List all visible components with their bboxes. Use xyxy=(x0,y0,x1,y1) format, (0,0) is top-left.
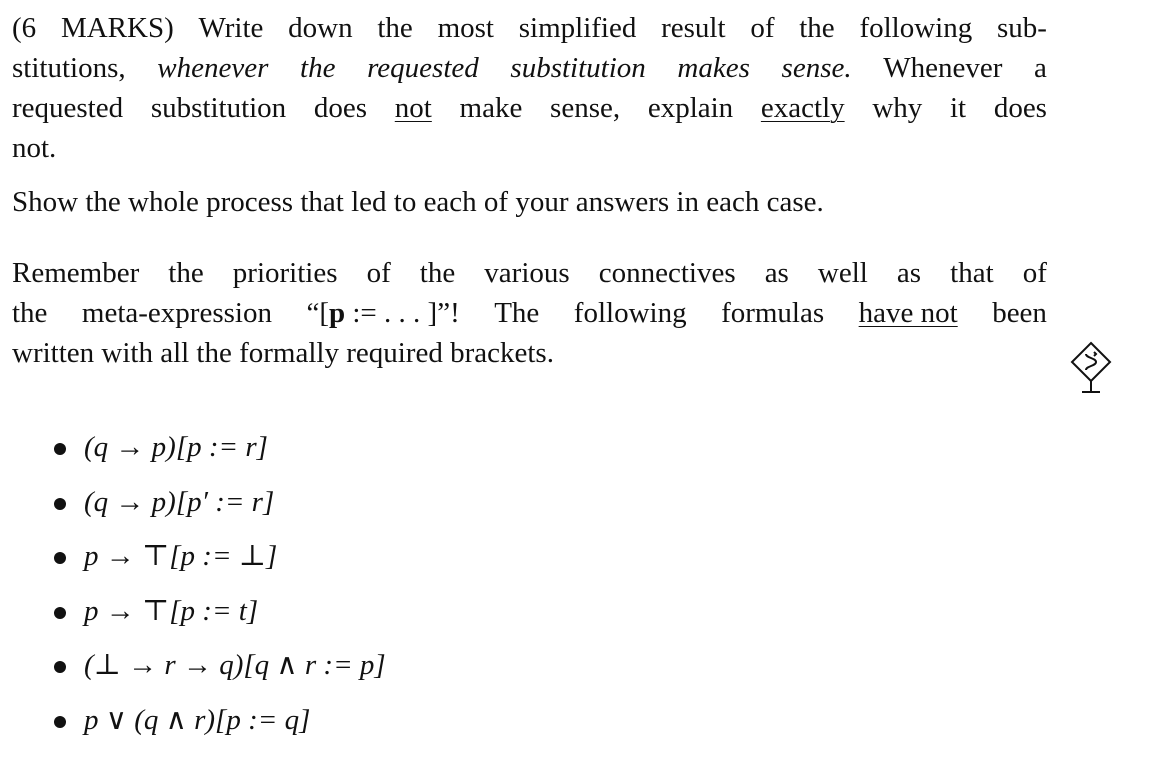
word: does xyxy=(313,92,368,124)
word: various xyxy=(484,257,570,289)
underlined-have-not: have not xyxy=(858,297,958,329)
word: been xyxy=(992,297,1047,329)
word: the xyxy=(799,12,835,44)
bullet-icon xyxy=(54,552,66,564)
curvy-road-sign-icon xyxy=(1068,340,1114,396)
word: explain xyxy=(647,92,734,124)
meta-rest: := . . . ]”! xyxy=(345,297,460,329)
meta-bold-p: p xyxy=(328,297,346,329)
word: well xyxy=(817,257,868,289)
list-item xyxy=(52,420,386,475)
bullet-icon xyxy=(54,661,66,673)
bullet-icon xyxy=(54,443,66,455)
list-item xyxy=(52,584,386,639)
word: result xyxy=(661,12,726,44)
word: The xyxy=(494,297,540,329)
list-item xyxy=(52,693,386,748)
word: simplified xyxy=(518,12,637,44)
word: why xyxy=(872,92,923,124)
word: down xyxy=(288,12,353,44)
bullet-icon xyxy=(54,716,66,728)
underlined-not: not xyxy=(394,92,432,124)
formula: (q → p)[p′ := r] xyxy=(84,485,275,518)
word: Whenever xyxy=(883,52,1003,84)
word: of xyxy=(1022,257,1047,289)
word: stitutions, xyxy=(12,52,126,84)
formula: p → ⊤[p := t] xyxy=(84,594,259,627)
show-process-text xyxy=(12,182,1047,222)
word: the xyxy=(168,257,204,289)
word: MARKS) xyxy=(60,12,174,44)
bullet-icon xyxy=(54,498,66,510)
meta-expression xyxy=(306,293,459,333)
word: that xyxy=(950,257,994,289)
italic-word: sense. xyxy=(781,52,852,84)
formula: (q → p)[p := r] xyxy=(84,431,268,463)
italic-word: requested xyxy=(367,52,479,84)
word: priorities xyxy=(232,257,338,289)
list-item xyxy=(52,638,386,693)
word: following xyxy=(859,12,973,44)
word: the xyxy=(419,257,456,289)
formula: (⊥ → r → q)[q ∧ r := p] xyxy=(84,649,386,681)
word: a xyxy=(1034,52,1047,84)
word: meta-expression xyxy=(81,297,272,329)
word: as xyxy=(764,257,789,289)
word: it xyxy=(949,92,967,124)
remember-line-1 xyxy=(12,253,1047,293)
word: of xyxy=(750,12,775,44)
list-item xyxy=(52,529,386,584)
word: requested xyxy=(12,92,124,124)
word: not. xyxy=(12,132,57,164)
formula: p → ⊤[p := ⊥] xyxy=(84,540,278,572)
list-item xyxy=(52,475,386,530)
word: following xyxy=(573,297,687,329)
italic-word: substitution xyxy=(510,52,646,84)
remember-line-2 xyxy=(12,293,1047,333)
formula: p ∨ (q ∧ r)[p := q] xyxy=(84,703,311,736)
word: of xyxy=(366,257,391,289)
word: substitution xyxy=(150,92,287,124)
question-line-4 xyxy=(12,128,1047,168)
substitution-list xyxy=(52,420,386,747)
word: most xyxy=(437,12,494,44)
word: make xyxy=(459,92,523,124)
word: sense, xyxy=(550,92,621,124)
remember-line-3 xyxy=(12,333,1047,373)
sentence: written with all the formally required brackets. xyxy=(12,337,554,369)
word: the xyxy=(377,12,413,44)
word: sub- xyxy=(997,12,1047,44)
bullet-icon xyxy=(54,607,66,619)
question-line-2 xyxy=(12,48,1047,88)
word: formulas xyxy=(721,297,825,329)
italic-word: whenever xyxy=(157,52,269,84)
word: Remember xyxy=(12,257,140,289)
underlined-exactly: exactly xyxy=(760,92,845,124)
question-line-3 xyxy=(12,88,1047,128)
sentence: Show the whole process that led to each of your answers in each case. xyxy=(12,186,824,218)
italic-word: makes xyxy=(677,52,750,84)
word: (6 xyxy=(12,12,37,44)
question-line-1 xyxy=(12,8,1047,48)
italic-word: the xyxy=(300,52,336,84)
meta-open: “[ xyxy=(306,297,329,329)
word: does xyxy=(993,92,1047,124)
word: as xyxy=(896,257,922,289)
word: the xyxy=(12,297,48,329)
word: Write xyxy=(198,12,264,44)
word: connectives xyxy=(598,257,736,289)
